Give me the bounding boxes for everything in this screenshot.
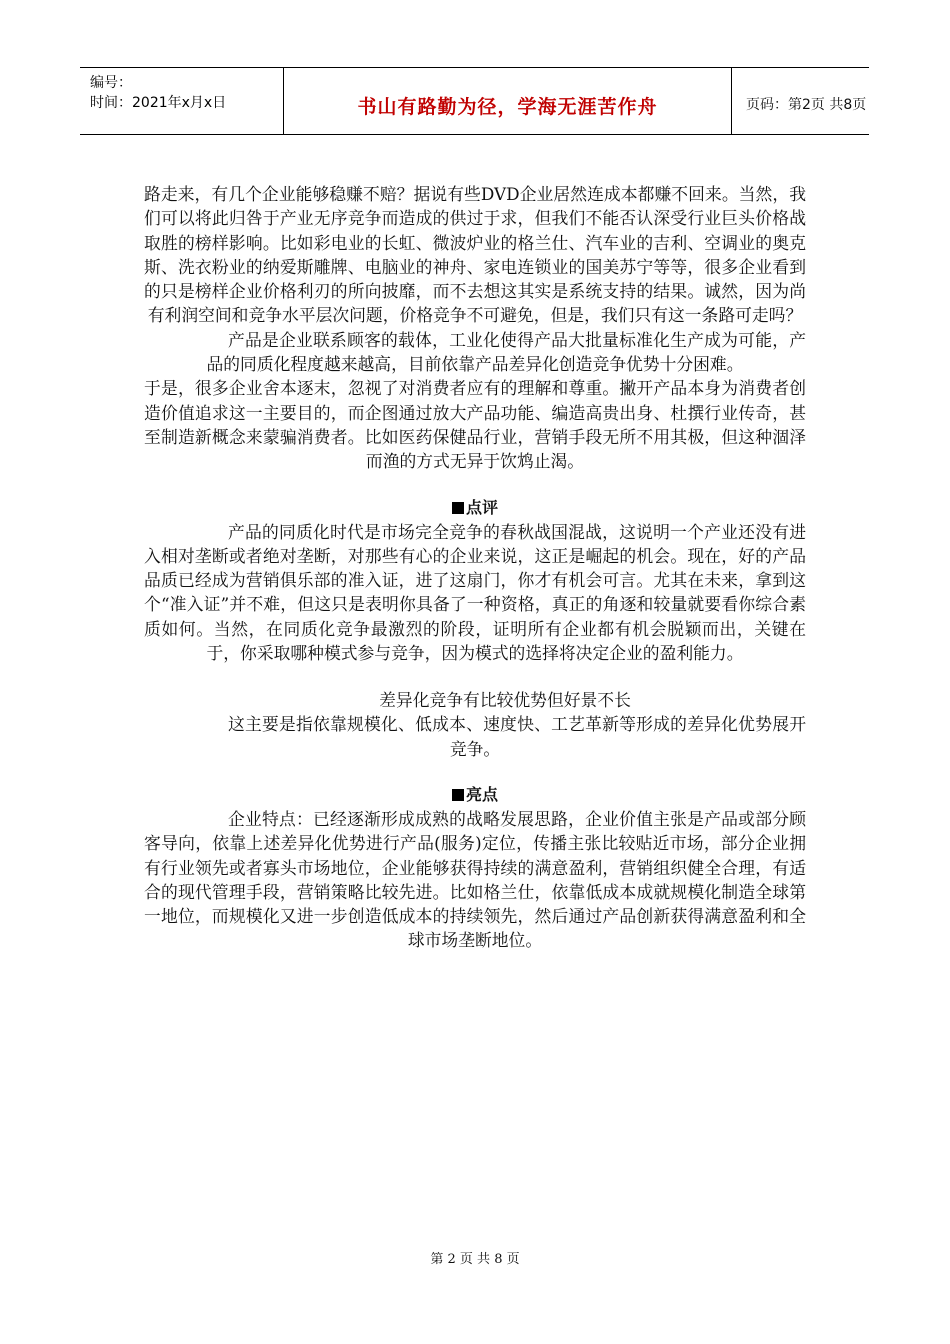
header-table xyxy=(80,67,869,135)
paragraph-price-war: 路走来，有几个企业能够稳赚不赔？据说有些DVD企业居然连成本都赚不回来。当然，我们可以将此归咎于产业无序竞争而造成的供过于求，但我们不能否认深受行业巨头价格战取胜的榜样影响。比如彩电业的长虹、微波炉业的格兰仕、汽车业的吉利、空调业的奥克斯、洗衣粉业的纳爱斯雕牌、电脑业的神舟、家电连锁业的国美苏宁等等，很多企业看到的只是榜样企业价格利刃的所向披靡，而不去想这其实是系统支持的结果。诚然，因为尚有利润空间和竞争水平层次问题，价格竞争不可避免，但是，我们只有这一条路可走吗？ xyxy=(144,184,806,326)
header-page-cell xyxy=(732,68,869,134)
header-page-number: 页码：第2页 共8页 xyxy=(746,97,867,113)
paragraph-product-carrier: 产品是企业联系顾客的载体，工业化使得产品大批量标准化生产成为可能，产品的同质化程度越来越高，目前依靠产品差异化创造竞争优势十分困难。 xyxy=(206,329,806,375)
section-heading-review-text: 点评 xyxy=(465,497,498,517)
page-footer: 第 2 页 共 8 页 xyxy=(430,1252,520,1267)
paragraph-homogenization-era: 产品的同质化时代是市场完全竞争的春秋战国混战，这说明一个产业还没有进入相对垄断或者绝对垄断，对那些有心的企业来说，这正是崛起的机会。现在，好的产品品质已经成为营销俱乐部的准入证，进了这扇门，你才有机会可言。尤其在未来，拿到这个“准入证”并不难，但这只是表明你具备了一种资格，真正的角逐和较量就要看你综合素质如何。当然，在同质化竞争最激烈的阶段，证明所有企业都有机会脱颖而出，关键在于，你采取哪种模式参与竞争，因为模式的选择将决定企业的盈利能力。 xyxy=(144,521,806,664)
section-heading-review xyxy=(144,496,806,520)
header-meta-cell xyxy=(80,68,284,134)
header-motto-cell xyxy=(284,68,732,134)
document-date-label: 时间：2021年x月x日 xyxy=(90,95,227,111)
black-square-icon xyxy=(452,789,464,801)
paragraph-differentiation-basis: 这主要是指依靠规模化、低成本、速度快、工艺革新等形成的差异化优势展开竞争。 xyxy=(228,714,806,759)
section-heading-highlight xyxy=(144,783,806,807)
document-body xyxy=(144,182,806,953)
header-motto: 书山有路勤为径，学海无涯苦作舟 xyxy=(357,96,658,118)
paragraph-enterprise-features: 企业特点：已经逐渐形成成熟的战略发展思路，企业价值主张是产品或部分顾客导向，依靠上述差异化优势进行产品(服务)定位，传播主张比较贴近市场，部分企业拥有行业领先或者寡头市场地位，企业能够获得持续的满意盈利，营销组织健全合理，有适合的现代管理手段，营销策略比较先进。比如格兰仕，依靠低成本成就规模化制造全球第一地位，而规模化又进一步创造低成本的持续领先，然后通过产品创新获得满意盈利和全球市场垄断地位。 xyxy=(144,808,806,951)
section-heading-highlight-text: 亮点 xyxy=(465,784,498,804)
document-number-label: 编号： xyxy=(90,75,132,91)
black-square-icon xyxy=(452,502,464,514)
subsection-title: 差异化竞争有比较优势但好景不长 xyxy=(379,690,631,711)
paragraph-misleading-consumers: 于是，很多企业舍本逐末，忽视了对消费者应有的理解和尊重。撇开产品本身为消费者创造价值追求这一主要目的，而企图通过放大产品功能、编造高贵出身、杜撰行业传奇，甚至制造新概念来蒙骗消费者。比如医药保健品行业，营销手段无所不用其极，但这种涸泽而渔的方式无异于饮鸩止渴。 xyxy=(144,378,806,472)
